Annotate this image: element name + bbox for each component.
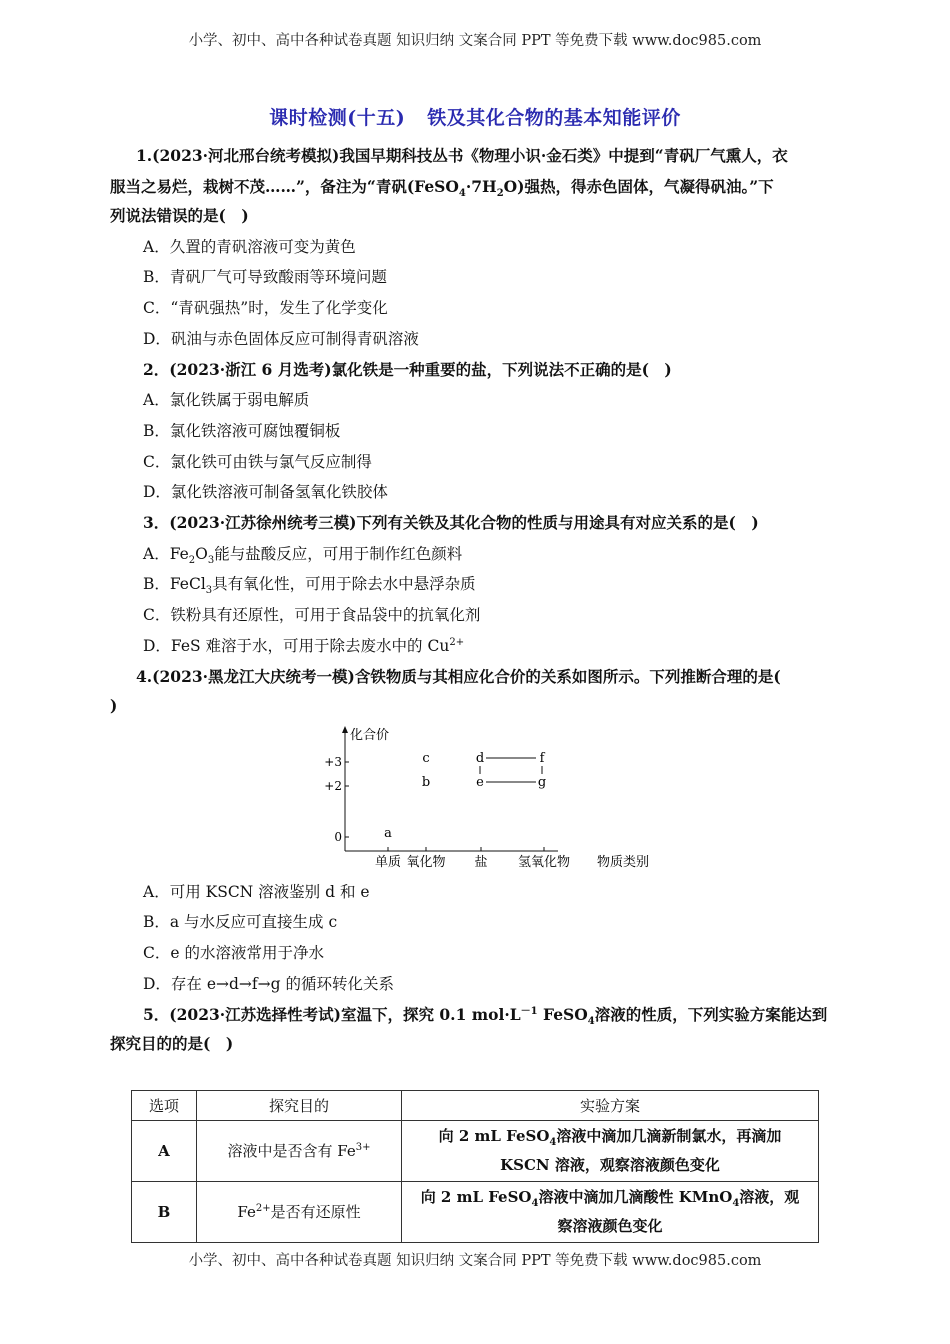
- q3-option-a: A．$Fe_2O_3$能与盐酸反应，可用于制作红色颜料: [143, 545, 463, 567]
- page-title: [0, 103, 950, 130]
- x-tick-label: 氧化物: [406, 855, 446, 870]
- title-left: 课时检测(十五): [269, 107, 406, 129]
- point-g: g: [537, 775, 547, 790]
- q1-option-c: C．“青矾强热”时，发生了化学变化: [143, 299, 388, 317]
- q4-stem-line1: 4.(2023·黑龙江大庆统考一模)含铁物质与其相应化合价的关系如图所示。下列推断合理的是(: [136, 667, 781, 686]
- q1-stem-line1: 1.(2023·河北邢台统考模拟)我国早期科技丛书《物理小识·金石类》中提到“青矾厂气熏人，衣: [136, 146, 788, 165]
- row-a-goal: 溶液中是否含有 $Fe^{3+}$: [197, 1121, 402, 1182]
- q1-option-d: D．矾油与赤色固体反应可制得青矾溶液: [143, 330, 419, 348]
- q1-stem-line3: 列说法错误的是( ): [110, 206, 249, 225]
- q3-option-d: D．FeS 难溶于水，可用于除去废水中的 $Cu^{2+}$: [143, 636, 465, 655]
- point-a: a: [384, 826, 392, 841]
- row-b-goal: $Fe^{2+}$是否有还原性: [197, 1182, 402, 1243]
- header-goal: 探究目的: [197, 1091, 402, 1121]
- row-b-plan: 向 2 mL FeSO$_4$溶液中滴加几滴酸性 KMnO$_4$溶液，观 察溶液颜色变化: [402, 1182, 819, 1243]
- q3-option-b: B．FeCl$_3$具有氧化性，可用于除去水中悬浮杂质: [143, 575, 476, 597]
- q3-option-c: C．铁粉具有还原性，可用于食品袋中的抗氧化剂: [143, 606, 481, 624]
- q2-option-a: A．氯化铁属于弱电解质: [143, 391, 310, 409]
- q1-option-b: B．青矾厂气可导致酸雨等环境问题: [143, 268, 387, 286]
- x-tick-label: 氢氧化物: [517, 855, 571, 870]
- q1-option-a: A．久置的青矾溶液可变为黄色: [143, 238, 356, 256]
- q4-option-d: D．存在 e→d→f→g 的循环转化关系: [143, 975, 394, 993]
- q4-option-c: C．e 的水溶液常用于净水: [143, 944, 324, 962]
- y-tick-label: 0: [334, 830, 342, 844]
- row-a-option: A: [132, 1121, 197, 1182]
- point-b: b: [421, 775, 431, 790]
- table-row: [132, 1182, 819, 1243]
- q4-option-b: B．a 与水反应可直接生成 c: [143, 913, 338, 931]
- valence-chart: [318, 723, 678, 873]
- y-axis-label: 化合价: [350, 728, 390, 743]
- table-row: [132, 1121, 819, 1182]
- title-right: 铁及其化合物的基本知能评价: [427, 107, 681, 129]
- header-plan: 实验方案: [402, 1091, 819, 1121]
- x-tick-label: 盐: [474, 855, 488, 870]
- x-axis-label: 物质类别: [596, 855, 650, 870]
- q5-table: [131, 1090, 819, 1243]
- y-tick-label: +2: [324, 779, 342, 793]
- point-c: c: [422, 751, 430, 766]
- q3-stem: 3．(2023·江苏徐州统考三模)下列有关铁及其化合物的性质与用途具有对应关系的是( ): [143, 513, 759, 532]
- page-header: 小学、初中、高中各种试卷真题 知识归纳 文案合同 PPT 等免费下载 www.doc985.com: [188, 33, 762, 49]
- point-d: d: [475, 751, 485, 766]
- q2-stem: 2．(2023·浙江 6 月选考)氯化铁是一种重要的盐，下列说法不正确的是( ): [143, 360, 672, 379]
- q2-option-c: C．氯化铁可由铁与氯气反应制得: [143, 453, 372, 471]
- q2-option-b: B．氯化铁溶液可腐蚀覆铜板: [143, 422, 341, 440]
- page-footer: 小学、初中、高中各种试卷真题 知识归纳 文案合同 PPT 等免费下载 www.doc985.com: [188, 1253, 762, 1269]
- q1-stem-line2: 服当之易烂，栽树不茂……”，备注为“青矾$(FeSO_4\cdot 7H_2O)$强热，得赤色固体，气凝得矾油。”下: [110, 177, 774, 200]
- header-option: 选项: [132, 1091, 197, 1121]
- q5-stem-line1: 5．(2023·江苏选择性考试)室温下，探究 0.1 $mol\cdot L^{-1}$ FeSO$_4$溶液的性质，下列实验方案能达到: [143, 1005, 828, 1028]
- y-axis-arrow: [342, 726, 348, 733]
- q4-stem-line2: ): [110, 696, 118, 715]
- q2-option-d: D．氯化铁溶液可制备氢氧化铁胶体: [143, 483, 388, 501]
- row-a-plan: 向 2 mL FeSO$_4$溶液中滴加几滴新制氯水，再滴加 KSCN 溶液，观察溶液颜色变化: [402, 1121, 819, 1182]
- q4-option-a: A．可用 KSCN 溶液鉴别 d 和 e: [143, 883, 370, 901]
- table-header-row: [132, 1091, 819, 1121]
- row-b-option: B: [132, 1182, 197, 1243]
- point-f: f: [539, 751, 545, 766]
- x-tick-label: 单质: [374, 855, 402, 870]
- y-tick-label: +3: [324, 755, 342, 769]
- q5-stem-line2: 探究目的的是( ): [110, 1034, 234, 1053]
- point-e: e: [476, 775, 484, 790]
